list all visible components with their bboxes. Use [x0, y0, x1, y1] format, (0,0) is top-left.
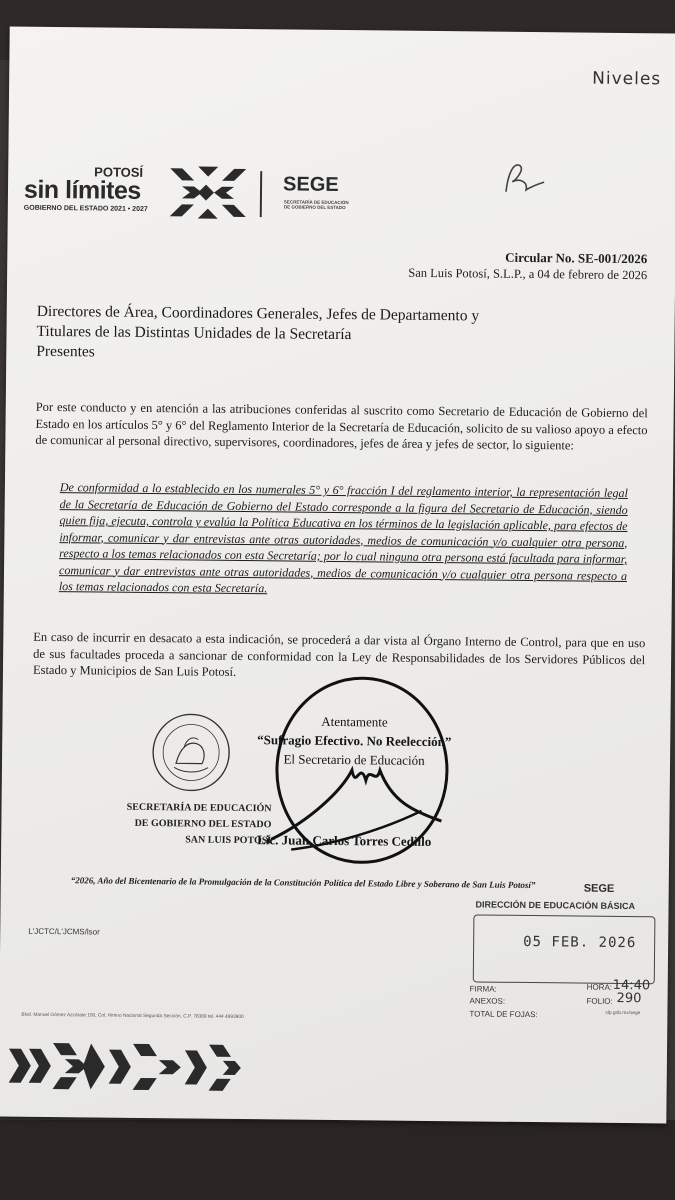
- handwritten-note: Niveles: [592, 68, 662, 90]
- warning-paragraph: En caso de incurrir en desacato a esta indicación, se procederá a dar vista al Órgano Interno de Control, para que en uso de sus facultades proceda a sancionar de conformidad con la Ley de Responsabilidades de los Servidores Públicos del Estado y Municipios de San Luis Potosí.: [32, 629, 646, 679]
- stamp-brand: SEGE: [583, 882, 615, 895]
- stamp-folio-value: 290: [616, 990, 642, 1007]
- addressee-line-3: Presentes: [36, 342, 95, 361]
- sege-title: SEGE: [282, 173, 339, 196]
- stamp-firma-label: FIRMA:: [469, 984, 497, 994]
- receipt-stamp: [464, 881, 661, 1028]
- seal-line-3: SAN LUIS POTOSÍ: [185, 834, 272, 847]
- government-logo: [24, 165, 148, 213]
- circular-place-date: San Luis Potosí, S.L.P., a 04 de febrero de 2026: [408, 265, 648, 283]
- signature-motto: “Sufragio Efectivo. No Reelección”: [257, 732, 452, 750]
- stamp-hora-value: 14:40: [612, 977, 651, 994]
- logo-divider: [260, 171, 262, 217]
- quote-paragraph: De conformidad a lo establecido en los numerales 5° y 6° fracción I del reglamento interior, la representación legal de la Secretaría de Educación de Gobierno del Estado corresponde a la figura del Secretario de Educación, siendo quien fija, ejecuta, controla y evalúa la Política Educativa en los términos de la legislación aplicable, para efectos de informar, comunicar y dar entrevistas ante otras autoridades, medios de comunicación y/o cualquier otra persona, respecto a los temas relacionados con esta Secretaría; por lo cual ninguna otra persona está facultada para informar, comunicar y dar entrevistas ante otras autoridades, medios de comunicación y/o cualquier otra persona respecto a los temas relacionados con esta Secretaría.: [58, 480, 628, 596]
- addressee-line-1: Directores de Área, Coordinadores Generales, Jefes de Departamento y: [36, 302, 480, 325]
- logo-potosi-text: POTOSÍ: [94, 164, 144, 180]
- circular-number: Circular No. SE-001/2026: [505, 249, 648, 267]
- footer-pattern-icon: [9, 1039, 245, 1096]
- sege-subtitle: SECRETARÍA DE EDUCACIÓN DE GOBIERNO DEL ESTADO: [283, 199, 349, 211]
- document-page: [0, 27, 675, 1124]
- signer-name: Lic. Juan Carlos Torres Cedillo: [257, 832, 432, 849]
- seal-line-2: DE GOBIERNO DEL ESTADO: [134, 817, 272, 831]
- footer-address: Blvd. Manuel Gómez Azcárate 150, Col. Himno Nacional Segunda Sección, C.P. 78369 tel. 444 4993900: [21, 1012, 244, 1021]
- intro-paragraph: Por este conducto y en atención a las atribuciones conferidas al suscrito como Secretario de Educación de Gobierno del Estado en los artículos 5° y 6° del Reglamento Interior de la Secretaría de Educación, solicito de su valioso apoyo a efecto de comunicar al personal directivo, supervisores, coordinadores, jefes de área y jefes de sector, lo siguiente:: [35, 399, 648, 453]
- stamp-date: 05 FEB. 2026: [523, 933, 637, 952]
- logo-sin-limites-text: sin límites: [23, 175, 141, 205]
- national-seal-icon: [150, 711, 233, 794]
- addressee-block: [36, 302, 597, 368]
- signature-title: El Secretario de Educación: [283, 751, 425, 768]
- addressee-line-2: Titulares de las Distintas Unidades de la Secretaría: [36, 322, 352, 344]
- year-motto: “2026, Año del Bicentenario de la Promulgación de la Constitución Política del Estado Libre y Soberano de San Luis Potosí”: [70, 875, 536, 891]
- stamp-department: DIRECCIÓN DE EDUCACIÓN BÁSICA: [475, 899, 636, 912]
- xolotl-emblem-icon: [168, 162, 249, 223]
- logo-gobierno-text: GOBIERNO DEL ESTADO 2021 • 2027: [23, 204, 148, 213]
- stamp-fojas-label: TOTAL DE FOJAS:: [469, 1009, 538, 1020]
- handwritten-initial-icon: [498, 152, 559, 203]
- footer-website: slp.gob.mx/sege: [605, 1010, 641, 1017]
- stamp-folio-label: FOLIO:: [586, 996, 613, 1006]
- document-initials: L'JCTC/L'JCMS/lsor: [28, 926, 100, 937]
- table-surface-bottom: [0, 1120, 675, 1200]
- signature-closing: Atentamente: [321, 713, 388, 730]
- seal-line-1: SECRETARÍA DE EDUCACIÓN: [126, 801, 272, 815]
- stamp-hora-label: HORA:: [586, 982, 613, 992]
- stamp-anexos-label: ANEXOS:: [469, 996, 506, 1006]
